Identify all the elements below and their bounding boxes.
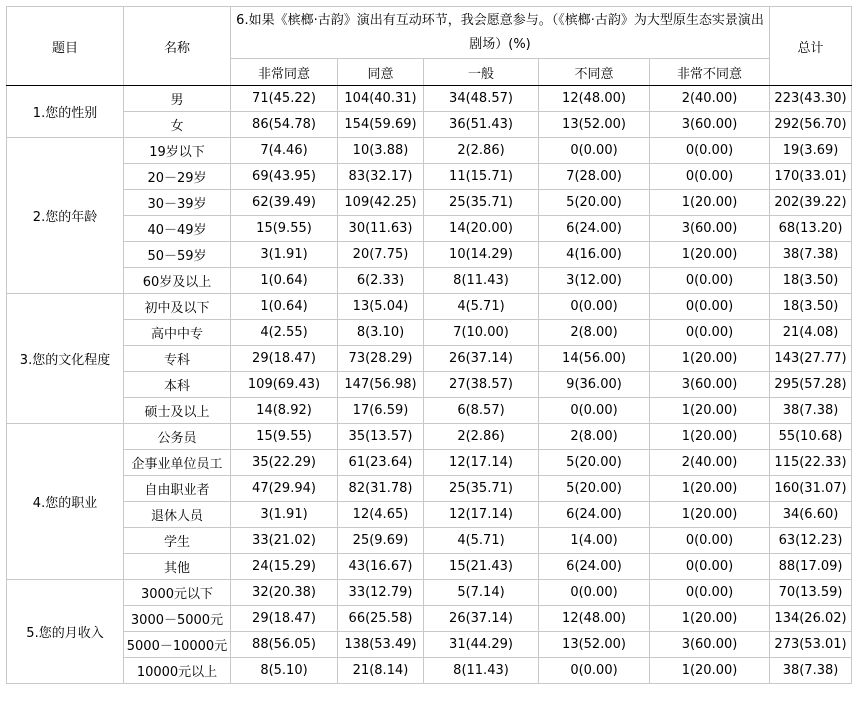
table-row [7, 346, 852, 372]
data-cell: 8(11.43) [424, 658, 539, 684]
table-row [7, 320, 852, 346]
data-cell: 25(35.71) [424, 190, 539, 216]
group-topic: 4.您的职业 [7, 424, 124, 580]
table-row [7, 242, 852, 268]
total-cell: 18(3.50) [770, 268, 852, 294]
total-cell: 34(6.60) [770, 502, 852, 528]
table-row [7, 86, 852, 112]
data-cell: 25(35.71) [424, 476, 539, 502]
data-cell: 1(0.64) [231, 268, 338, 294]
data-cell: 33(12.79) [338, 580, 424, 606]
data-cell: 21(8.14) [338, 658, 424, 684]
data-cell: 26(37.14) [424, 606, 539, 632]
row-name: 本科 [124, 372, 231, 398]
data-cell: 6(24.00) [539, 216, 650, 242]
data-cell: 0(0.00) [650, 528, 770, 554]
data-cell: 1(20.00) [650, 398, 770, 424]
data-cell: 104(40.31) [338, 86, 424, 112]
data-cell: 7(4.46) [231, 138, 338, 164]
data-cell: 3(60.00) [650, 632, 770, 658]
row-name: 3000元以下 [124, 580, 231, 606]
header-option: 不同意 [539, 59, 650, 86]
data-cell: 3(60.00) [650, 216, 770, 242]
total-cell: 68(13.20) [770, 216, 852, 242]
data-cell: 2(2.86) [424, 138, 539, 164]
total-cell: 292(56.70) [770, 112, 852, 138]
data-cell: 4(16.00) [539, 242, 650, 268]
data-cell: 1(20.00) [650, 346, 770, 372]
data-cell: 13(52.00) [539, 112, 650, 138]
data-cell: 86(54.78) [231, 112, 338, 138]
data-cell: 0(0.00) [650, 320, 770, 346]
data-cell: 14(8.92) [231, 398, 338, 424]
total-cell: 38(7.38) [770, 398, 852, 424]
total-cell: 55(10.68) [770, 424, 852, 450]
table-row [7, 606, 852, 632]
table-row [7, 112, 852, 138]
table-body [7, 86, 852, 684]
header-row-top [7, 7, 852, 59]
total-cell: 295(57.28) [770, 372, 852, 398]
group-topic: 1.您的性别 [7, 86, 124, 138]
data-cell: 47(29.94) [231, 476, 338, 502]
table-row [7, 190, 852, 216]
table-row [7, 632, 852, 658]
data-cell: 0(0.00) [539, 294, 650, 320]
row-name: 高中中专 [124, 320, 231, 346]
data-cell: 1(20.00) [650, 242, 770, 268]
row-name: 20－29岁 [124, 164, 231, 190]
table-row [7, 164, 852, 190]
data-cell: 0(0.00) [650, 294, 770, 320]
row-name: 10000元以上 [124, 658, 231, 684]
total-cell: 223(43.30) [770, 86, 852, 112]
header-option: 非常不同意 [650, 59, 770, 86]
data-cell: 7(10.00) [424, 320, 539, 346]
table-row [7, 138, 852, 164]
data-cell: 4(2.55) [231, 320, 338, 346]
data-cell: 0(0.00) [650, 580, 770, 606]
table-row [7, 580, 852, 606]
data-cell: 62(39.49) [231, 190, 338, 216]
table-row [7, 424, 852, 450]
group-topic: 3.您的文化程度 [7, 294, 124, 424]
data-cell: 154(59.69) [338, 112, 424, 138]
data-cell: 6(2.33) [338, 268, 424, 294]
row-name: 5000－10000元 [124, 632, 231, 658]
header-option: 非常同意 [231, 59, 338, 86]
table-row [7, 450, 852, 476]
total-cell: 202(39.22) [770, 190, 852, 216]
data-cell: 13(5.04) [338, 294, 424, 320]
total-cell: 115(22.33) [770, 450, 852, 476]
data-cell: 3(1.91) [231, 502, 338, 528]
table-row [7, 268, 852, 294]
data-cell: 13(52.00) [539, 632, 650, 658]
data-cell: 1(20.00) [650, 502, 770, 528]
row-name: 退休人员 [124, 502, 231, 528]
data-cell: 8(11.43) [424, 268, 539, 294]
data-cell: 2(40.00) [650, 450, 770, 476]
data-cell: 71(45.22) [231, 86, 338, 112]
data-cell: 147(56.98) [338, 372, 424, 398]
crosstab-table [6, 6, 852, 684]
data-cell: 2(8.00) [539, 424, 650, 450]
data-cell: 6(24.00) [539, 554, 650, 580]
total-cell: 70(13.59) [770, 580, 852, 606]
data-cell: 2(2.86) [424, 424, 539, 450]
data-cell: 20(7.75) [338, 242, 424, 268]
data-cell: 0(0.00) [539, 398, 650, 424]
data-cell: 83(32.17) [338, 164, 424, 190]
row-name: 其他 [124, 554, 231, 580]
data-cell: 10(14.29) [424, 242, 539, 268]
data-cell: 1(20.00) [650, 424, 770, 450]
row-name: 40－49岁 [124, 216, 231, 242]
data-cell: 24(15.29) [231, 554, 338, 580]
data-cell: 9(36.00) [539, 372, 650, 398]
data-cell: 7(28.00) [539, 164, 650, 190]
data-cell: 35(13.57) [338, 424, 424, 450]
data-cell: 82(31.78) [338, 476, 424, 502]
data-cell: 6(24.00) [539, 502, 650, 528]
data-cell: 2(40.00) [650, 86, 770, 112]
header-option: 一般 [424, 59, 539, 86]
total-cell: 18(3.50) [770, 294, 852, 320]
data-cell: 3(60.00) [650, 112, 770, 138]
data-cell: 66(25.58) [338, 606, 424, 632]
data-cell: 12(48.00) [539, 86, 650, 112]
data-cell: 12(17.14) [424, 502, 539, 528]
header-name: 名称 [124, 7, 231, 86]
data-cell: 29(18.47) [231, 346, 338, 372]
row-name: 硕士及以上 [124, 398, 231, 424]
table-row [7, 398, 852, 424]
row-name: 30－39岁 [124, 190, 231, 216]
data-cell: 2(8.00) [539, 320, 650, 346]
header-question: 6.如果《槟榔·古韵》演出有互动环节，我会愿意参与。（《槟榔·古韵》为大型原生态实景演出剧场）(%) [231, 7, 770, 59]
table-row [7, 294, 852, 320]
data-cell: 33(21.02) [231, 528, 338, 554]
row-name: 50－59岁 [124, 242, 231, 268]
header-topic: 题目 [7, 7, 124, 86]
data-cell: 8(5.10) [231, 658, 338, 684]
row-name: 女 [124, 112, 231, 138]
total-cell: 21(4.08) [770, 320, 852, 346]
data-cell: 3(60.00) [650, 372, 770, 398]
data-cell: 109(69.43) [231, 372, 338, 398]
total-cell: 143(27.77) [770, 346, 852, 372]
data-cell: 4(5.71) [424, 528, 539, 554]
data-cell: 36(51.43) [424, 112, 539, 138]
data-cell: 0(0.00) [539, 138, 650, 164]
data-cell: 1(0.64) [231, 294, 338, 320]
data-cell: 12(17.14) [424, 450, 539, 476]
total-cell: 38(7.38) [770, 242, 852, 268]
table-row [7, 528, 852, 554]
data-cell: 0(0.00) [650, 138, 770, 164]
row-name: 自由职业者 [124, 476, 231, 502]
data-cell: 3(1.91) [231, 242, 338, 268]
data-cell: 88(56.05) [231, 632, 338, 658]
table-row [7, 476, 852, 502]
data-cell: 73(28.29) [338, 346, 424, 372]
table-row [7, 372, 852, 398]
data-cell: 26(37.14) [424, 346, 539, 372]
total-cell: 160(31.07) [770, 476, 852, 502]
data-cell: 4(5.71) [424, 294, 539, 320]
data-cell: 5(20.00) [539, 450, 650, 476]
row-name: 学生 [124, 528, 231, 554]
total-cell: 134(26.02) [770, 606, 852, 632]
data-cell: 30(11.63) [338, 216, 424, 242]
data-cell: 15(9.55) [231, 216, 338, 242]
data-cell: 69(43.95) [231, 164, 338, 190]
data-cell: 8(3.10) [338, 320, 424, 346]
table-row [7, 554, 852, 580]
total-cell: 63(12.23) [770, 528, 852, 554]
total-cell: 273(53.01) [770, 632, 852, 658]
data-cell: 17(6.59) [338, 398, 424, 424]
header-option: 同意 [338, 59, 424, 86]
data-cell: 1(20.00) [650, 190, 770, 216]
row-name: 企事业单位员工 [124, 450, 231, 476]
header-total: 总计 [770, 7, 852, 86]
data-cell: 1(20.00) [650, 658, 770, 684]
data-cell: 14(56.00) [539, 346, 650, 372]
data-cell: 29(18.47) [231, 606, 338, 632]
data-cell: 15(9.55) [231, 424, 338, 450]
row-name: 男 [124, 86, 231, 112]
data-cell: 27(38.57) [424, 372, 539, 398]
data-cell: 14(20.00) [424, 216, 539, 242]
table-row [7, 502, 852, 528]
data-cell: 10(3.88) [338, 138, 424, 164]
data-cell: 3(12.00) [539, 268, 650, 294]
data-cell: 61(23.64) [338, 450, 424, 476]
total-cell: 88(17.09) [770, 554, 852, 580]
row-name: 19岁以下 [124, 138, 231, 164]
row-name: 专科 [124, 346, 231, 372]
data-cell: 0(0.00) [650, 268, 770, 294]
data-cell: 0(0.00) [539, 658, 650, 684]
group-topic: 2.您的年龄 [7, 138, 124, 294]
data-cell: 0(0.00) [539, 580, 650, 606]
data-cell: 35(22.29) [231, 450, 338, 476]
data-cell: 138(53.49) [338, 632, 424, 658]
data-cell: 11(15.71) [424, 164, 539, 190]
data-cell: 5(20.00) [539, 190, 650, 216]
table-row [7, 216, 852, 242]
data-cell: 1(20.00) [650, 476, 770, 502]
row-name: 60岁及以上 [124, 268, 231, 294]
data-cell: 6(8.57) [424, 398, 539, 424]
total-cell: 38(7.38) [770, 658, 852, 684]
data-cell: 12(48.00) [539, 606, 650, 632]
data-cell: 0(0.00) [650, 164, 770, 190]
data-cell: 43(16.67) [338, 554, 424, 580]
data-cell: 109(42.25) [338, 190, 424, 216]
row-name: 3000－5000元 [124, 606, 231, 632]
data-cell: 5(20.00) [539, 476, 650, 502]
row-name: 初中及以下 [124, 294, 231, 320]
data-cell: 32(20.38) [231, 580, 338, 606]
data-cell: 15(21.43) [424, 554, 539, 580]
data-cell: 34(48.57) [424, 86, 539, 112]
group-topic: 5.您的月收入 [7, 580, 124, 684]
row-name: 公务员 [124, 424, 231, 450]
data-cell: 25(9.69) [338, 528, 424, 554]
data-cell: 1(4.00) [539, 528, 650, 554]
data-cell: 5(7.14) [424, 580, 539, 606]
data-cell: 31(44.29) [424, 632, 539, 658]
data-cell: 1(20.00) [650, 606, 770, 632]
total-cell: 19(3.69) [770, 138, 852, 164]
data-cell: 12(4.65) [338, 502, 424, 528]
total-cell: 170(33.01) [770, 164, 852, 190]
data-cell: 0(0.00) [650, 554, 770, 580]
table-row [7, 658, 852, 684]
